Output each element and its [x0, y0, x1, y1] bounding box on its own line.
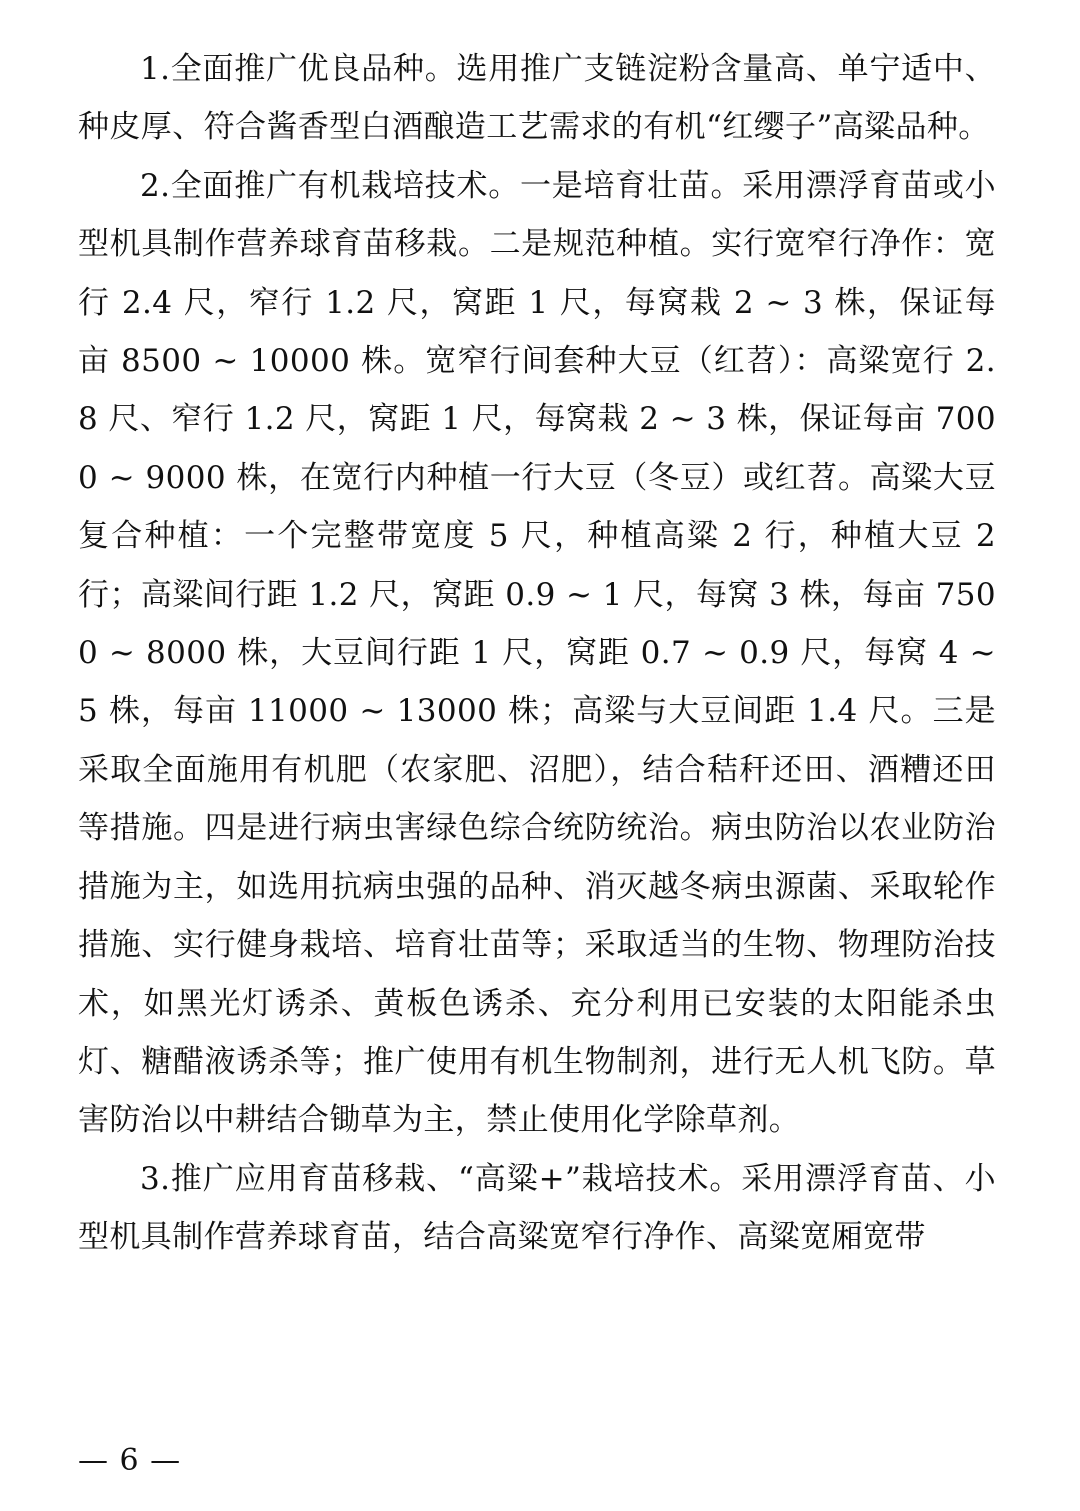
document-body [78, 40, 996, 1267]
page-number: — 6 — [78, 1443, 182, 1478]
paragraph-1: 1.全面推广优良品种。选用推广支链淀粉含量高、单宁适中、种皮厚、符合酱香型白酒酿造工艺需求的有机“红缨子”高粱品种。 [78, 51, 996, 146]
paragraph-3: 3.推广应用育苗移栽、“高粱+”栽培技术。采用漂浮育苗、小型机具制作营养球育苗，结合高粱宽窄行净作、高粱宽厢宽带 [78, 1160, 996, 1256]
paragraph-2: 2.全面推广有机栽培技术。一是培育壮苗。采用漂浮育苗或小型机具制作营养球育苗移栽。二是规范种植。实行宽窄行净作：宽行 2.4 尺，窄行 1.2 尺，窝距 1 尺，每窝栽 2 ~ 3 株，保证每亩 8500 ~ 10000 株。宽窄行间套种大豆（红苕）：高粱宽行 2.8 尺、窄行 1.2 尺，窝距 1 尺，每窝栽 2 ~ 3 株，保证每亩 7000 ~ 9000 株，在宽行内种植一行大豆（冬豆）或红苕。高粱大豆复合种植：一个完整带宽度 5 尺，种植高粱 2 行，种植大豆 2 行；高粱间行距 1.2 尺，窝距 0.9 ~ 1 尺，每窝 3 株，每亩 7500 ~ 8000 株，大豆间行距 1 尺，窝距 0.7 ~ 0.9 尺，每窝 4 ~ 5 株，每亩 11000 ~ 13000 株；高粱与大豆间距 1.4 尺。三是采取全面施用有机肥（农家肥、沼肥），结合秸秆还田、酒糟还田等措施。四是进行病虫害绿色综合统防统治。病虫防治以农业防治措施为主，如选用抗病虫强的品种、消灭越冬病虫源菌、采取轮作措施、实行健身栽培、培育壮苗等；采取适当的生物、物理防治技术，如黑光灯诱杀、黄板色诱杀、充分利用已安装的太阳能杀虫灯、糖醋液诱杀等；推广使用有机生物制剂，进行无人机飞防。草害防治以中耕结合锄草为主，禁止使用化学除草剂。 [78, 167, 996, 1139]
